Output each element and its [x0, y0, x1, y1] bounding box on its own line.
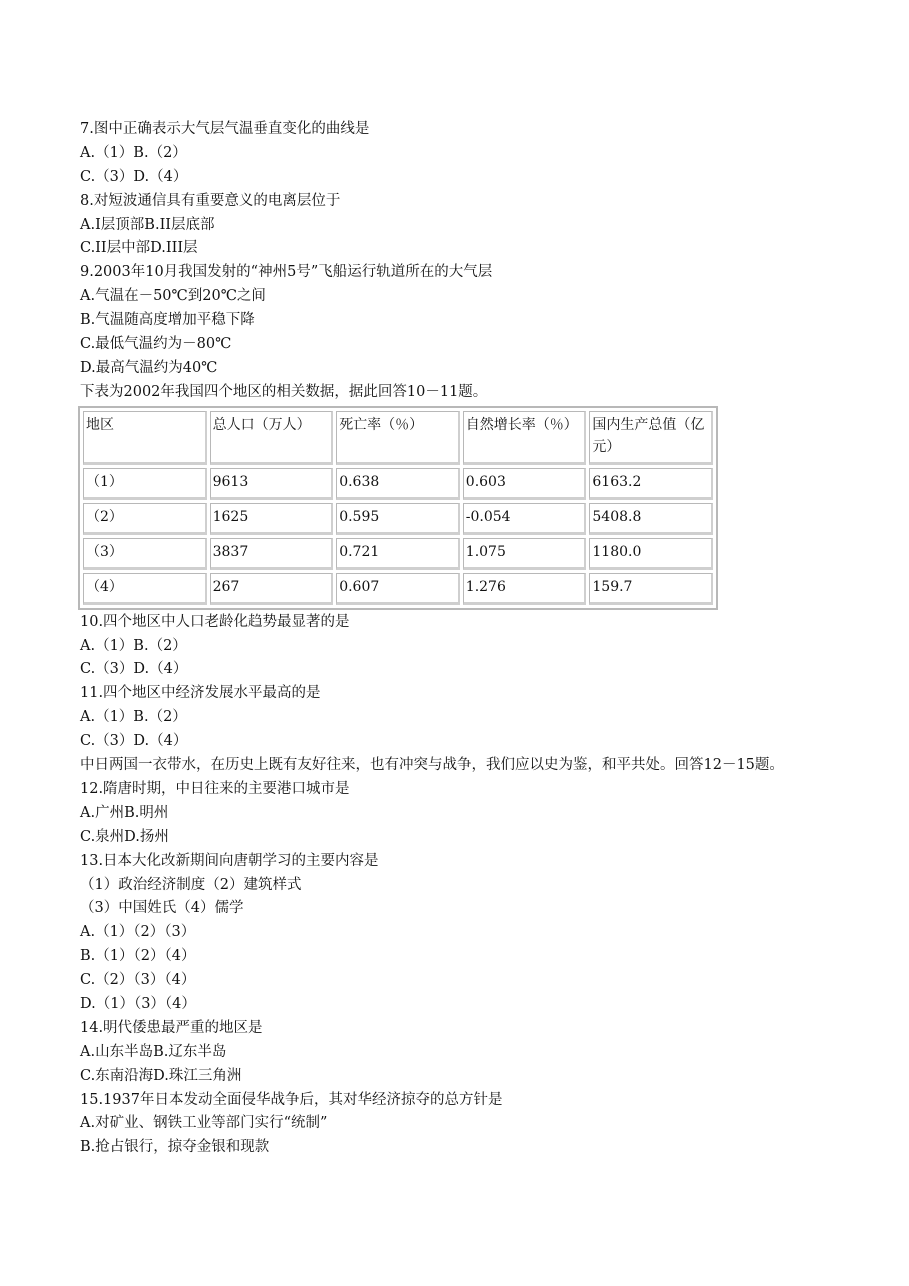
table-cell: 1625: [210, 503, 334, 535]
text-line: 中日两国一衣带水，在历史上既有友好往来，也有冲突与战争，我们应以史为鉴，和平共处。回答12－15题。: [80, 757, 784, 774]
text-line: B.抢占银行，掠夺金银和现款: [80, 1139, 270, 1156]
table-cell: 1.075: [463, 538, 587, 570]
text-line: C.II层中部D.III层: [80, 240, 198, 257]
table-cell: 1180.0: [589, 538, 713, 570]
text-line: C.最低气温约为－80℃: [80, 336, 232, 353]
table-row: [83, 468, 713, 500]
text-line: 10.四个地区中人口老龄化趋势最显著的是: [80, 613, 350, 630]
text-line: B.（1）（2）（4）: [80, 948, 196, 965]
text-line: A.I层顶部B.II层底部: [80, 216, 215, 233]
table-cell: （4）: [83, 573, 207, 605]
table-cell: （3）: [83, 538, 207, 570]
text-line: 15.1937年日本发动全面侵华战争后，其对华经济掠夺的总方针是: [80, 1091, 503, 1108]
table-row: [83, 503, 713, 535]
region-data-table: [78, 406, 718, 610]
text-line: D.（1）（3）（4）: [80, 995, 196, 1012]
question-block-7-9: [80, 118, 840, 405]
table-header-cell: 自然增长率（％）: [463, 411, 587, 465]
text-line: C.（3）D.（4）: [80, 168, 188, 185]
text-line: A.（1）B.（2）: [80, 637, 187, 654]
text-line: A.广州B.明州: [80, 804, 169, 821]
text-line: （3）中国姓氏（4）儒学: [80, 900, 244, 917]
question-block-10-15: [80, 611, 840, 1161]
text-line: A.山东半岛B.辽东半岛: [80, 1043, 227, 1060]
table-cell: -0.054: [463, 503, 587, 535]
table-header-cell: 总人口（万人）: [210, 411, 334, 465]
text-line: A.（1）B.（2）: [80, 709, 187, 726]
text-line: 7.图中正确表示大气层气温垂直变化的曲线是: [80, 121, 370, 137]
text-line: C.（3）D.（4）: [80, 733, 188, 750]
table-cell: （2）: [83, 503, 207, 535]
text-line: D.最高气温约为40℃: [80, 359, 218, 376]
table-cell: 0.595: [336, 503, 460, 535]
text-line: （1）政治经济制度（2）建筑样式: [80, 876, 302, 893]
document-body: [80, 118, 840, 1160]
table-row: [83, 538, 713, 570]
text-line: 11.四个地区中经济发展水平最高的是: [80, 685, 321, 702]
table-cell: 0.607: [336, 573, 460, 605]
table-row: [83, 573, 713, 605]
text-line: A.气温在－50℃到20℃之间: [80, 288, 266, 305]
text-line: 14.明代倭患最严重的地区是: [80, 1019, 263, 1036]
text-line: A.（1）B.（2）: [80, 144, 187, 161]
table-cell: 5408.8: [589, 503, 713, 535]
table-cell: 6163.2: [589, 468, 713, 500]
table-cell: 0.721: [336, 538, 460, 570]
text-line: 9.2003年10月我国发射的“神州5号”飞船运行轨道所在的大气层: [80, 264, 493, 281]
text-line: A.对矿业、钢铁工业等部门实行“统制”: [80, 1115, 328, 1132]
text-line: 13.日本大化改新期间向唐朝学习的主要内容是: [80, 852, 379, 869]
text-line: C.（2）（3）（4）: [80, 972, 196, 989]
text-line: 12.隋唐时期，中日往来的主要港口城市是: [80, 780, 350, 797]
text-line: C.东南沿海D.珠江三角洲: [80, 1067, 242, 1084]
text-line: 8.对短波通信具有重要意义的电离层位于: [80, 192, 341, 209]
table-header-cell: 国内生产总值（亿元）: [589, 411, 713, 465]
table-cell: 267: [210, 573, 334, 605]
table-header-cell: 死亡率（％）: [336, 411, 460, 465]
text-line: B.气温随高度增加平稳下降: [80, 312, 255, 329]
table-cell: 0.603: [463, 468, 587, 500]
table-header-cell: 地区: [83, 411, 207, 465]
text-line: C.泉州D.扬州: [80, 828, 169, 845]
text-line: 下表为2002年我国四个地区的相关数据，据此回答10－11题。: [80, 383, 488, 400]
table-cell: 9613: [210, 468, 334, 500]
table-cell: 3837: [210, 538, 334, 570]
text-line: C.（3）D.（4）: [80, 661, 188, 678]
table-header-row: [83, 411, 713, 465]
table-cell: 1.276: [463, 573, 587, 605]
table-cell: （1）: [83, 468, 207, 500]
table-cell: 0.638: [336, 468, 460, 500]
table-cell: 159.7: [589, 573, 713, 605]
text-line: A.（1）（2）（3）: [80, 924, 196, 941]
